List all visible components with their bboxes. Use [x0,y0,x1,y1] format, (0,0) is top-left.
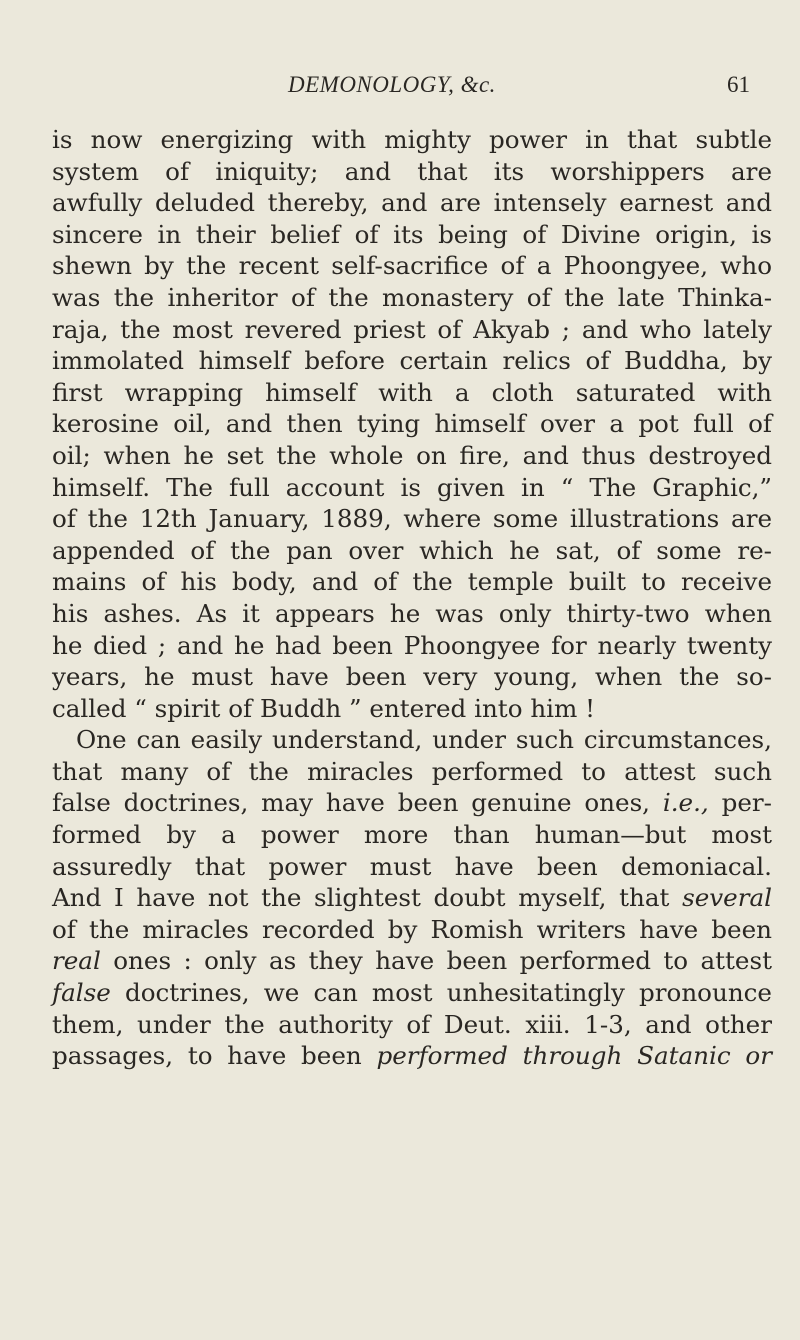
page-number: 61 [727,72,750,97]
paragraph-1 [52,124,772,724]
line-text: ones : only as they have been performed to attest [113,946,772,976]
text-line: raja, the most revered priest of Akyab ; and who lately [52,314,772,344]
emphasis-text: several [682,883,772,913]
text-line: mains of his body, and of the temple built to receive [52,567,772,597]
running-title: DEMONOLOGY, &c. [288,72,496,97]
text-line: of the 12th January, 1889, where some illustrations are [52,504,772,534]
text-line [52,977,772,1009]
paragraph-2 [52,724,772,1072]
text-line: them, under the authority of Deut. xiii. 1-3, and other [52,1009,772,1039]
line-text: false doctrines, may have been genuine ones, [52,788,651,818]
text-line: first wrapping himself with a cloth saturated with [52,377,772,407]
line-text: per- [721,788,772,818]
text-line: sincere in their belief of its being of Divine origin, is [52,219,772,249]
text-line: of the miracles recorded by Romish writers have been [52,914,772,944]
text-line: years, he must have been very young, when the so- [52,662,772,692]
running-head [0,72,800,102]
line-text: doctrines, we can most unhesitatingly pronounce [124,978,772,1008]
emphasis-text: i.e., [662,788,709,818]
emphasis-text: false [52,978,111,1008]
text-line: One can easily understand, under such circumstances, [76,725,772,755]
text-line: that many of the miracles performed to attest such [52,756,772,786]
text-line: system of iniquity; and that its worshippers are [52,156,772,186]
text-line: his ashes. As it appears he was only thirty-two when [52,598,772,628]
emphasis-text: real [52,946,101,976]
text-line [52,1040,772,1072]
text-line: kerosine oil, and then tying himself over a pot full of [52,409,772,439]
body-text [52,124,772,1072]
text-line: shewn by the recent self-sacrifice of a Phoongyee, who [52,251,772,281]
text-line: appended of the pan over which he sat, of some re- [52,535,772,565]
emphasis-text: performed through Satanic or [376,1041,772,1071]
text-line: oil; when he set the whole on fire, and thus destroyed [52,440,772,470]
text-line: awfully deluded thereby, and are intensely earnest and [52,188,772,218]
text-line: is now energizing with mighty power in that subtle [52,125,772,154]
line-text: passages, to have been [52,1041,362,1071]
text-line: immolated himself before certain relics of Buddha, by [52,346,772,376]
text-line: assuredly that power must have been demoniacal. [52,851,772,881]
text-line: called “ spirit of Buddh ” entered into him ! [52,693,596,723]
text-line [52,945,772,977]
text-line: he died ; and he had been Phoongyee for nearly twenty [52,630,772,660]
text-line: formed by a power more than human—but most [52,820,772,850]
text-line: was the inheritor of the monastery of the late Thinka- [52,282,772,312]
line-text: And I have not the slightest doubt myself, that [52,883,670,913]
text-line [52,882,772,914]
text-line: himself. The full account is given in “ The Graphic,” [52,472,772,502]
text-line [52,787,772,819]
